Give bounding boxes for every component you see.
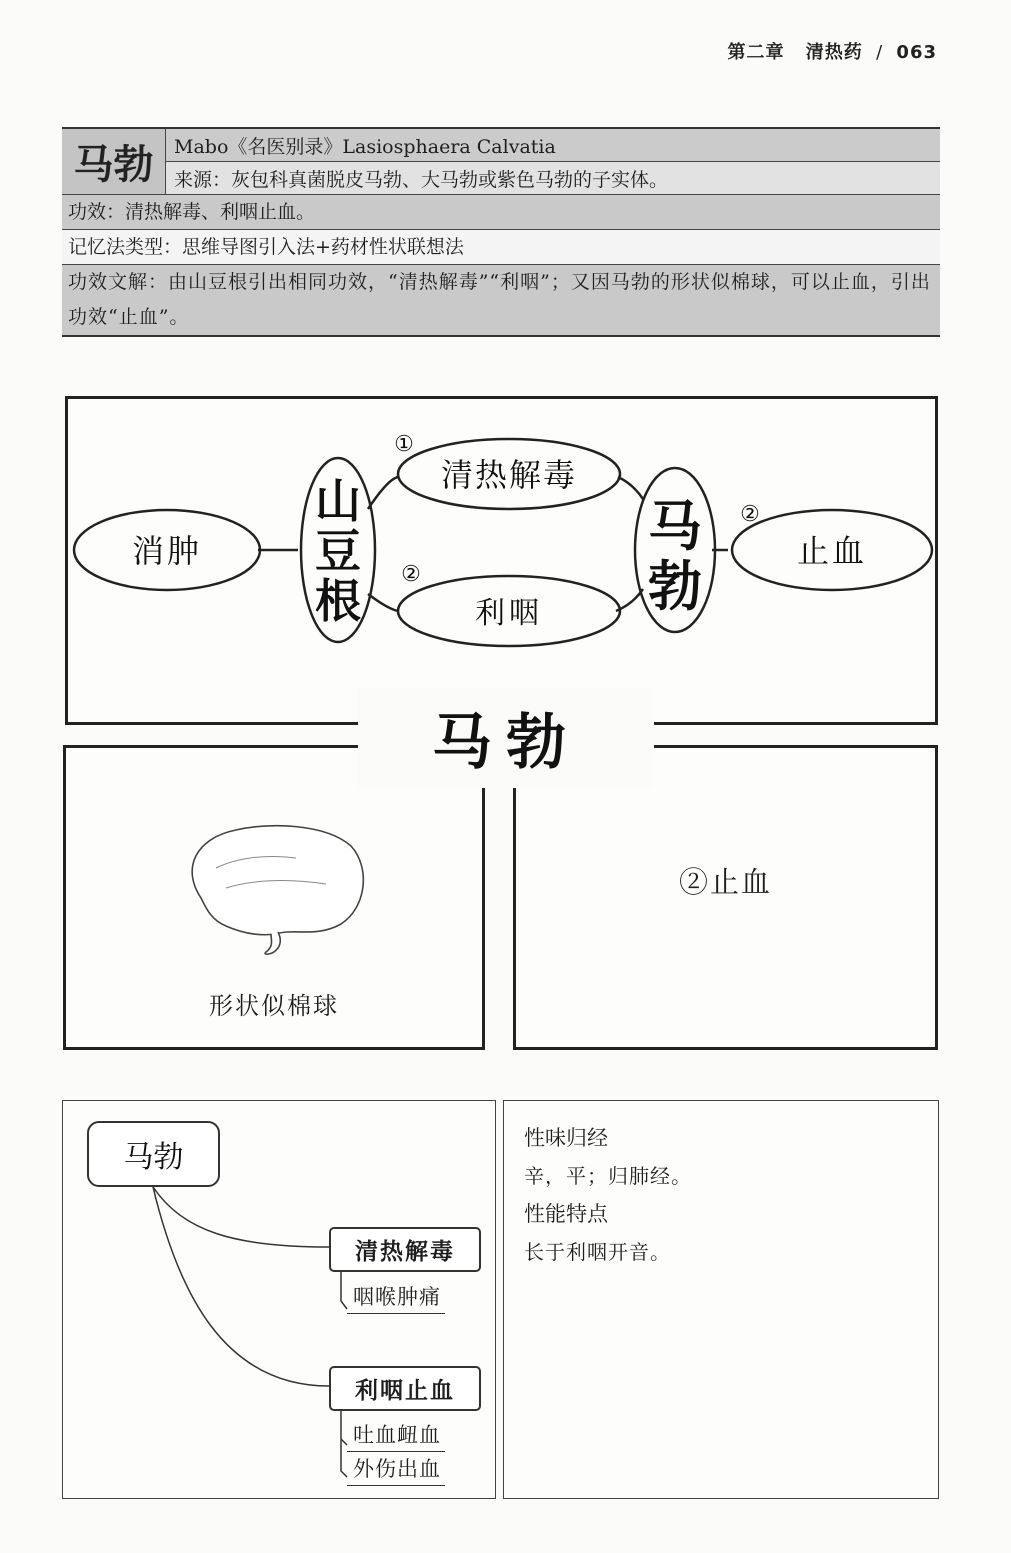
mabo-char-2: 勃 — [648, 555, 702, 618]
mind-node-label-bottom: 利咽 — [475, 596, 543, 631]
tree-leaf-2: 吐血衄血 — [347, 1419, 445, 1452]
explanation-row: 功效文解：由山豆根引出相同功效，“清热解毒”“利咽”；又因马勃的形状似棉球，可以止血，引出功效“止血”。 — [62, 265, 940, 335]
mabo-char-1: 马 — [648, 495, 702, 558]
taste-text: 辛，平；归肺经。 — [524, 1164, 692, 1188]
mind-node-label-right: 止血 — [796, 532, 868, 570]
memory-type-row: 记忆法类型：思维导图引入法+药材性状联想法 — [62, 230, 940, 265]
section-label: 清热药 — [805, 42, 863, 63]
efficacy-tree — [62, 1100, 496, 1499]
image-panel — [63, 745, 485, 1050]
marker-bottom: ② — [401, 562, 421, 587]
marker-top: ① — [394, 432, 414, 457]
banner-title-box — [358, 688, 654, 788]
stop-bleeding-text: ②止血 — [678, 865, 772, 899]
feature-heading: 性能特点 — [524, 1202, 608, 1226]
mind-node-label-left: 消肿 — [131, 532, 203, 570]
tree-branch-1: 清热解毒 — [329, 1227, 481, 1272]
stop-bleeding-panel — [513, 745, 938, 1050]
mind-map-diagram — [65, 396, 938, 725]
marker-right: ② — [740, 502, 760, 527]
mind-node-label-top: 清热解毒 — [440, 456, 578, 494]
header-separator: / — [876, 42, 884, 63]
properties-panel — [503, 1100, 939, 1499]
shandougen-char-2: 豆 — [315, 524, 361, 578]
image-caption: 形状似棉球 — [209, 992, 339, 1020]
chapter-label: 第二章 — [727, 42, 785, 63]
tree-leaf-1: 咽喉肿痛 — [347, 1281, 445, 1314]
shandougen-char-1: 山 — [315, 474, 361, 528]
herb-title-row — [62, 129, 940, 195]
latin-name-line: Mabo《名医别录》Lasiosphaera Calvatia — [166, 129, 940, 161]
shandougen-char-3: 根 — [315, 574, 361, 628]
herb-info-table — [62, 127, 940, 337]
herb-name: 马勃 — [62, 129, 166, 194]
tree-root: 马勃 — [87, 1121, 220, 1187]
source-line: 来源：灰包科真菌脱皮马勃、大马勃或紫色马勃的子实体。 — [166, 161, 940, 194]
tree-leaf-3: 外伤出血 — [347, 1453, 445, 1486]
page-number: 063 — [896, 42, 937, 63]
running-head — [728, 38, 938, 64]
efficacy-row: 功效：清热解毒、利咽止血。 — [62, 195, 940, 230]
taste-heading: 性味归经 — [524, 1126, 608, 1150]
banner-title: 马勃 — [432, 708, 580, 778]
feature-text: 长于利咽开音。 — [524, 1240, 671, 1264]
tree-branch-2: 利咽止血 — [329, 1366, 481, 1411]
